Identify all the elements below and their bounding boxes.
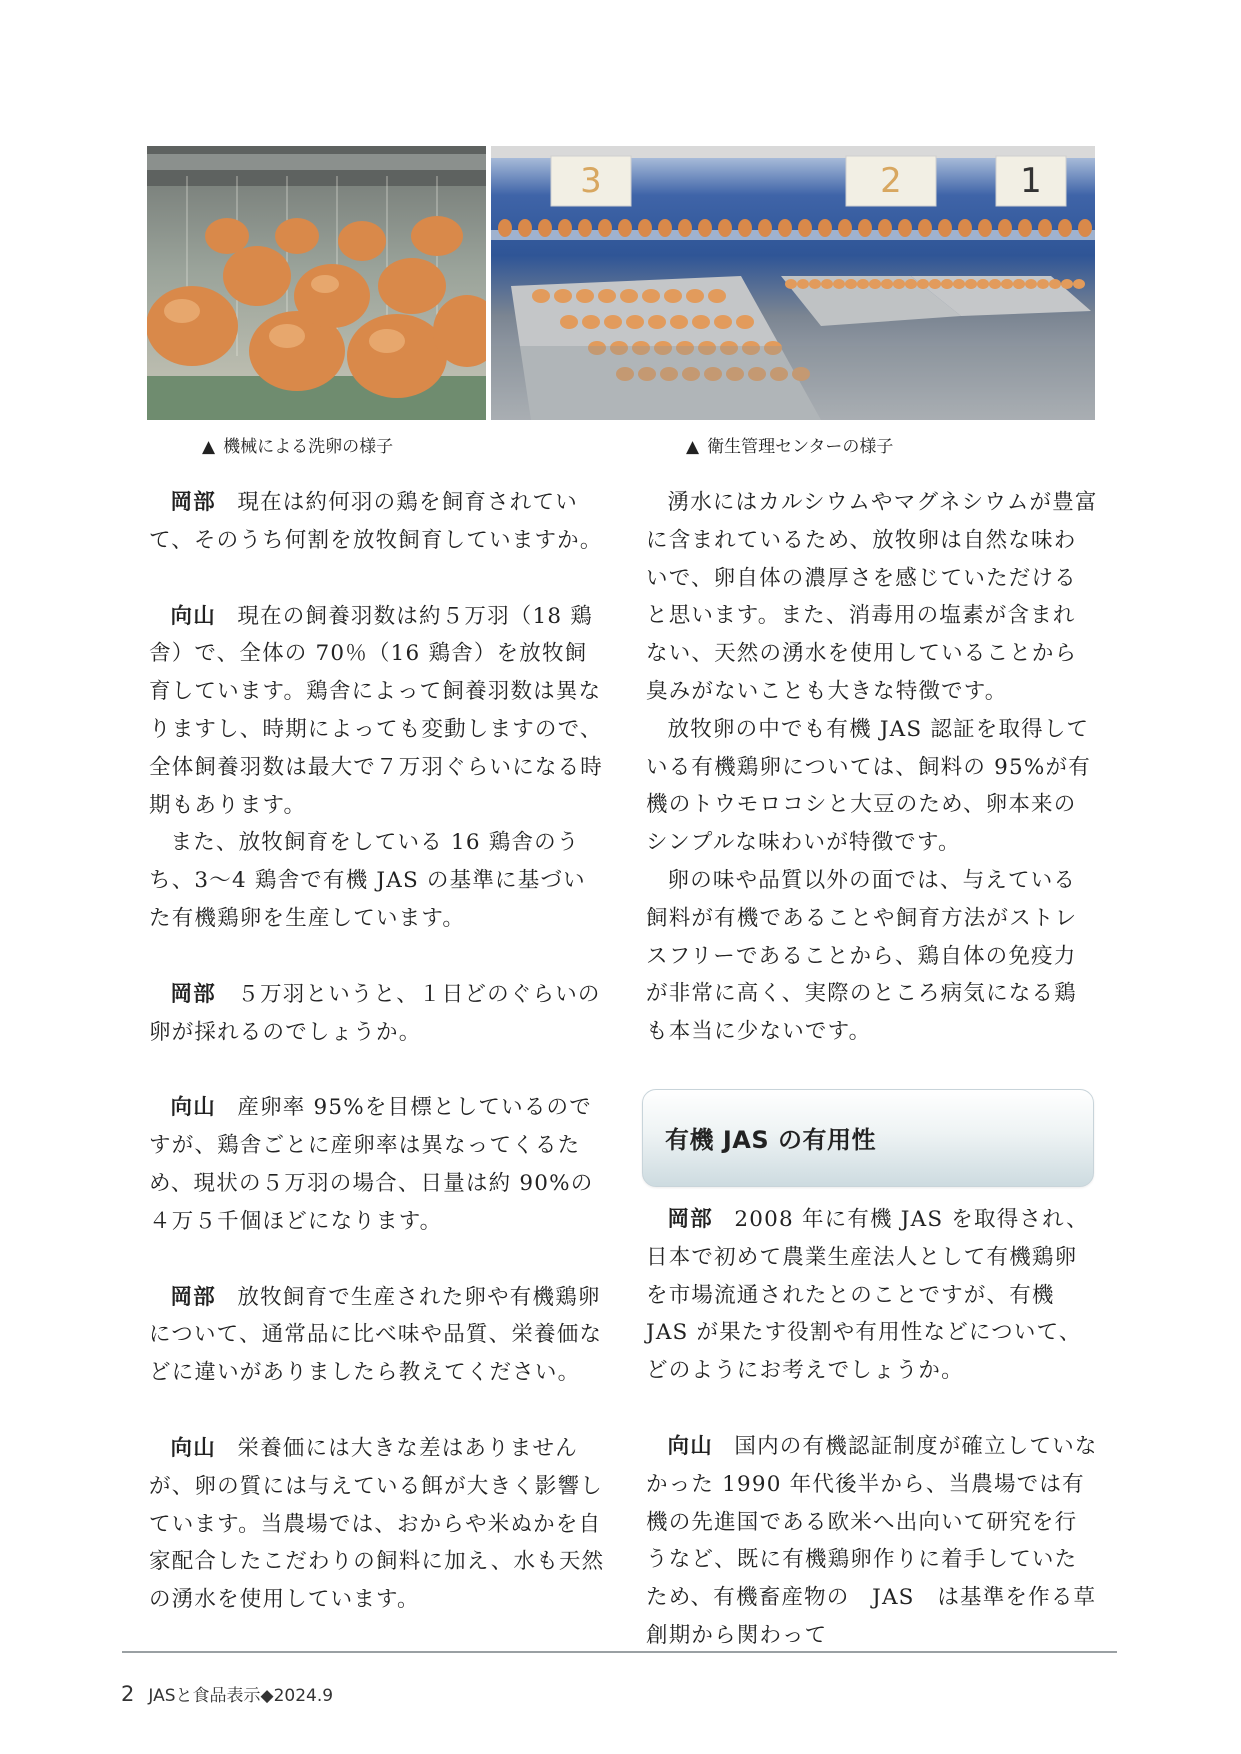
- tray-egg: [917, 279, 929, 289]
- hanging-egg: [898, 219, 912, 237]
- tray-egg: [833, 279, 845, 289]
- tray-egg: [929, 279, 941, 289]
- lane-number-3: 3: [580, 161, 602, 201]
- tray-egg: [686, 289, 704, 303]
- hanging-egg: [878, 219, 892, 237]
- paragraph-gap: [149, 560, 605, 598]
- hanging-egg: [578, 219, 592, 237]
- tray-egg: [692, 315, 710, 329]
- hanging-egg: [918, 219, 932, 237]
- tray-egg: [604, 315, 622, 329]
- hanging-egg: [858, 219, 872, 237]
- hanging-egg: [1018, 219, 1032, 237]
- tray-egg: [642, 289, 660, 303]
- hanging-egg: [718, 219, 732, 237]
- tray-egg: [1013, 279, 1025, 289]
- speaker-name: 岡部: [170, 1284, 216, 1310]
- paragraph-gap: [149, 1241, 605, 1279]
- right-text-column: [646, 484, 1098, 1655]
- hanging-egg: [598, 219, 612, 237]
- paragraph-text: 現在の飼養羽数は約５万羽（18 鶏舎）で、全体の 70％（16 鶏舎）を放牧飼育しています。鶏舎によって飼養羽数は異なりますし、時期によっても変動しますので、全体飼養羽数は最大で７万羽ぐらいになる時期もあります。: [149, 603, 604, 818]
- hanging-egg: [818, 219, 832, 237]
- body-paragraph: また、放牧飼育をしている 16 鶏舎のうち、3～4 鶏舎で有機 JAS の基準に基づいた有機鶏卵を生産しています。: [149, 830, 586, 931]
- speaker-name: 向山: [170, 603, 216, 629]
- lane-number-1: 1: [1020, 161, 1042, 201]
- triangle-icon: ▲: [686, 437, 700, 457]
- paragraph-gap: [646, 1390, 1098, 1428]
- tray-egg: [785, 279, 797, 289]
- tray-egg: [664, 289, 682, 303]
- hanging-egg: [738, 219, 752, 237]
- tray-egg: [905, 279, 917, 289]
- section-heading-box: [642, 1089, 1094, 1187]
- tray-egg: [881, 279, 893, 289]
- hanging-egg: [938, 219, 952, 237]
- paragraph-gap: [149, 1051, 605, 1089]
- page-footer: [121, 1681, 333, 1706]
- publication-title: JASと食品表示◆2024.9: [148, 1686, 334, 1706]
- paragraph-gap: [149, 938, 605, 976]
- tray-egg: [736, 315, 754, 329]
- lane-number-2: 2: [880, 161, 902, 201]
- hanging-egg: [658, 219, 672, 237]
- tray-egg: [821, 279, 833, 289]
- interview-paragraph: [149, 598, 605, 825]
- hanging-egg: [678, 219, 692, 237]
- interview-paragraph: [149, 1279, 605, 1392]
- hanging-egg: [778, 219, 792, 237]
- tray-egg: [941, 279, 953, 289]
- hanging-egg: [498, 219, 512, 237]
- hanging-egg: [558, 219, 572, 237]
- hanging-egg: [998, 219, 1012, 237]
- right-photo-caption: [686, 432, 893, 457]
- tray-egg: [893, 279, 905, 289]
- interview-paragraph: [149, 1089, 605, 1240]
- tray-egg: [977, 279, 989, 289]
- triangle-icon: ▲: [202, 437, 216, 457]
- left-photo-caption: [202, 432, 393, 457]
- hanging-egg: [618, 219, 632, 237]
- paragraph-text: 国内の有機認証制度が確立していなかった 1990 年代後半から、当農場では有機の先進国である欧米へ出向いて研究を行うなど、既に有機鶏卵作りに着手していたため、有機畜産物の JAS は基準を作る草創期から関わって: [646, 1433, 1098, 1648]
- tray-egg: [648, 315, 666, 329]
- hanging-egg: [798, 219, 812, 237]
- tray-egg: [953, 279, 965, 289]
- paragraph-text: 栄養価には大きな差はありませんが、卵の質には与えている餌が大きく影響しています。当農場では、おからや米ぬかを自家配合したこだわりの飼料に加え、水も天然の湧水を使用しています。: [149, 1435, 605, 1613]
- speaker-name: 岡部: [667, 1206, 713, 1232]
- paragraph-text: 2008 年に有機 JAS を取得され、日本で初めて農業生産法人として有機鶏卵を市場流通されたとのことですが、有機 JAS が果たす役割や有用性などについて、どのようにお考えでしょうか。: [646, 1206, 1089, 1384]
- speaker-name: 向山: [170, 1435, 216, 1461]
- interview-paragraph: [149, 484, 605, 560]
- speaker-name: 向山: [667, 1433, 713, 1459]
- paragraph-text: 放牧飼育で生産された卵や有機鶏卵について、通常品に比べ味や品質、栄養価などに違いがありましたら教えてください。: [149, 1284, 603, 1386]
- body-paragraph: 湧水にはカルシウムやマグネシウムが豊富に含まれているため、放牧卵は自然な味わいで、卵自体の濃厚さを感じていただけると思います。また、消毒用の塩素が含まれない、天然の湧水を使用していることから臭みがないことも大きな特徴です。: [646, 490, 1098, 704]
- left-text-column: [149, 484, 605, 1619]
- hanging-egg: [698, 219, 712, 237]
- hanging-egg: [1058, 219, 1072, 237]
- speaker-name: 向山: [170, 1095, 216, 1121]
- paragraph-text: 現在は約何羽の鶏を飼育されていて、そのうち何割を放牧飼育していますか。: [149, 490, 603, 553]
- tray-egg: [1061, 279, 1073, 289]
- tray-egg: [1073, 279, 1085, 289]
- egg-washing-illustration: [147, 146, 486, 420]
- tray-egg: [857, 279, 869, 289]
- tray-egg: [670, 315, 688, 329]
- speaker-name: 岡部: [170, 490, 216, 515]
- hanging-egg: [978, 219, 992, 237]
- tray-egg: [714, 315, 732, 329]
- paragraph-text: 産卵率 95%を目標としているのですが、鶏舎ごとに産卵率は異なってくるため、現状の５万羽の場合、日量は約 90%の４万５千個ほどになります。: [149, 1095, 594, 1234]
- tray-egg: [797, 279, 809, 289]
- tray-egg: [1025, 279, 1037, 289]
- hanging-egg: [1078, 219, 1092, 237]
- hanging-egg: [838, 219, 852, 237]
- tray-egg: [1001, 279, 1013, 289]
- interview-paragraph: [646, 1428, 1098, 1655]
- tray-egg: [598, 289, 616, 303]
- paragraph-gap: [149, 1392, 605, 1430]
- tray-egg: [1049, 279, 1061, 289]
- page-number: 2: [121, 1682, 135, 1706]
- tray-egg: [869, 279, 881, 289]
- hanging-egg: [638, 219, 652, 237]
- sanitation-center-illustration: [491, 146, 1095, 420]
- hanging-egg: [538, 219, 552, 237]
- hanging-egg: [758, 219, 772, 237]
- speaker-name: 岡部: [170, 981, 216, 1007]
- section-heading: 有機 JAS の有用性: [665, 1125, 876, 1154]
- paragraph-text: ５万羽というと、１日どのぐらいの卵が採れるのでしょうか。: [149, 981, 601, 1045]
- tray-egg: [708, 289, 726, 303]
- hanging-egg: [958, 219, 972, 237]
- tray-egg: [989, 279, 1001, 289]
- tray-egg: [965, 279, 977, 289]
- hanging-egg: [1038, 219, 1052, 237]
- tray-egg: [582, 315, 600, 329]
- tray-egg: [554, 289, 572, 303]
- body-paragraph: 放牧卵の中でも有機 JAS 認証を取得している有機鶏卵については、飼料の 95%が有機のトウモロコシと大豆のため、卵本来のシンプルな味わいが特徴です。: [646, 716, 1091, 856]
- tray-egg: [845, 279, 857, 289]
- tray-egg: [576, 289, 594, 303]
- tray-egg: [626, 315, 644, 329]
- tray-egg: [532, 289, 550, 303]
- footer-rule: [122, 1651, 1117, 1653]
- left-caption-text: 機械による洗卵の様子: [223, 437, 394, 457]
- tray-egg: [620, 289, 638, 303]
- tray-egg: [1037, 279, 1049, 289]
- sanitation-center-photo: [491, 146, 1095, 420]
- interview-paragraph: [149, 1430, 605, 1619]
- interview-paragraph: [149, 976, 605, 1052]
- hanging-egg: [518, 219, 532, 237]
- tray-egg: [560, 315, 578, 329]
- right-caption-text: 衛生管理センターの様子: [707, 437, 894, 457]
- interview-paragraph: [646, 1201, 1098, 1390]
- tray-egg: [809, 279, 821, 289]
- egg-washing-photo: [147, 146, 486, 420]
- body-paragraph: 卵の味や品質以外の面では、与えている飼料が有機であることや飼育方法がストレスフリーであることから、鶏自体の免疫力が非常に高く、実際のところ病気になる鶏も本当に少ないです。: [646, 867, 1078, 1045]
